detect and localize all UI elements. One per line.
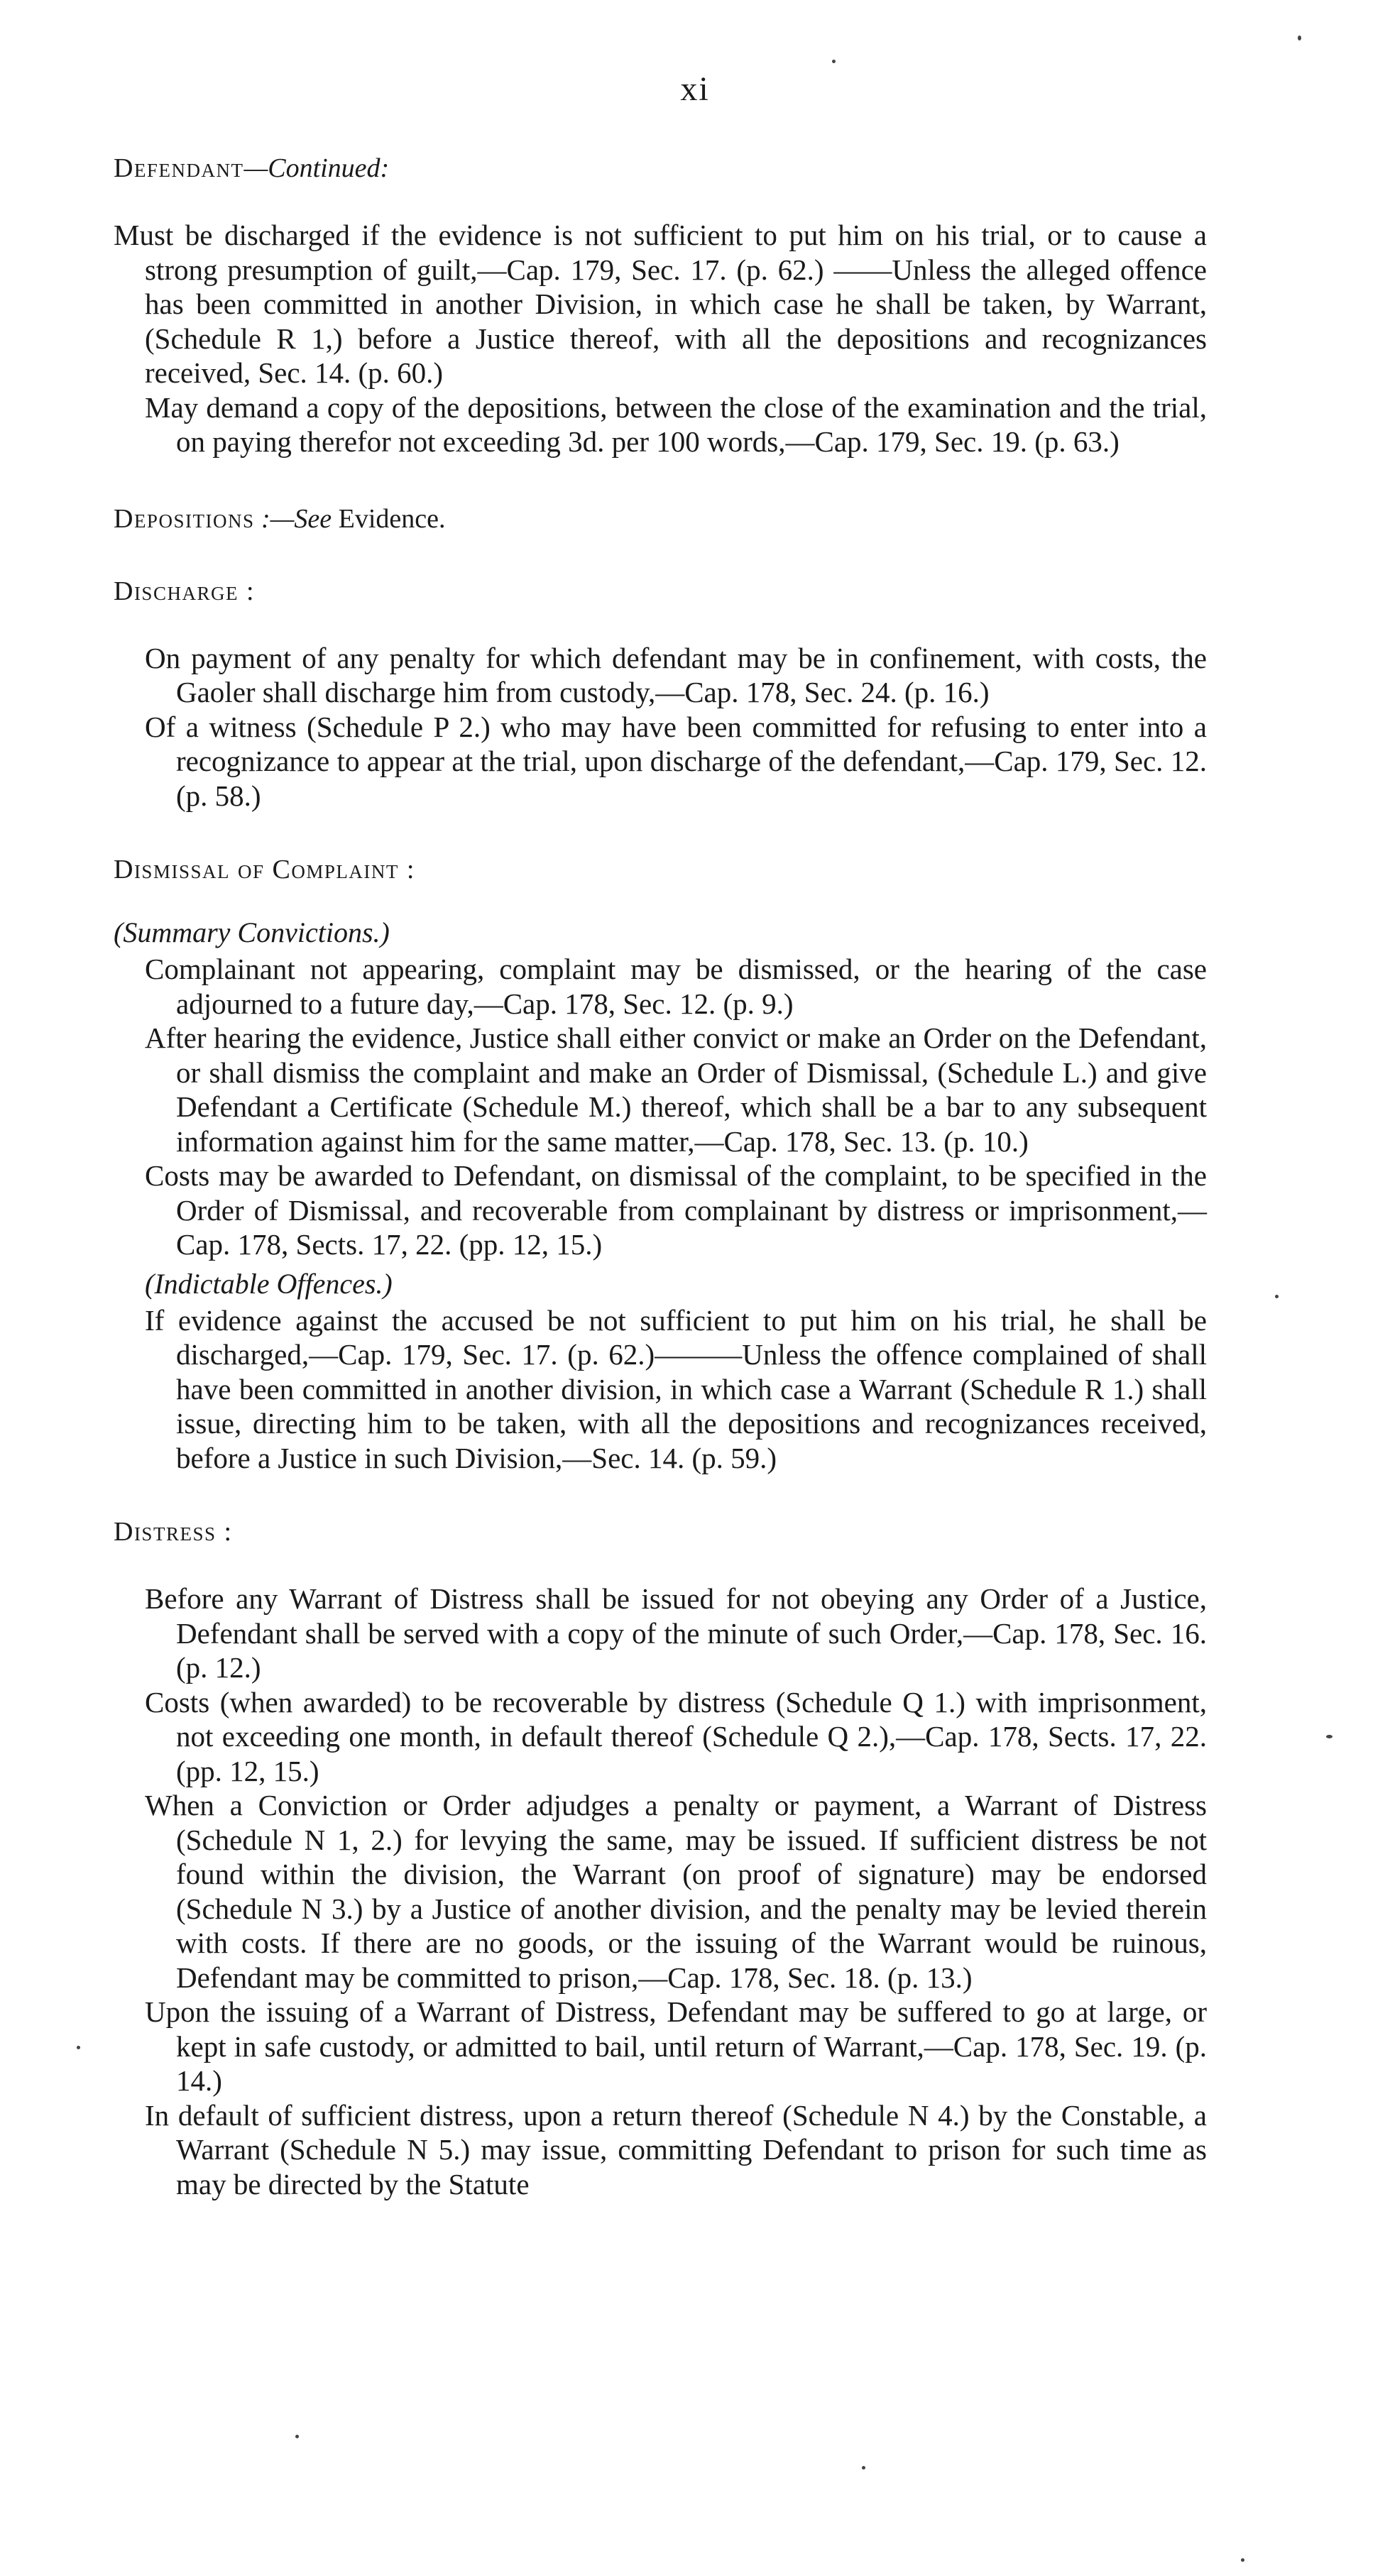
index-entry: Upon the issuing of a Warrant of Distress, Defendant may be suffered to go at large, or kept in safe custody, or admitted to bail, until return of Warrant,—Cap. 178, Sec. 19. (p. 14.) — [145, 1995, 1207, 2097]
subsection-label: (Summary Convictions.) — [114, 916, 390, 948]
page-number: xi — [680, 70, 710, 108]
section-heading — [114, 153, 1207, 184]
section-discharge — [114, 576, 1207, 813]
section-heading: Discharge : — [114, 576, 256, 606]
heading-continued: —Continued: — [243, 153, 390, 183]
section-heading: Dismissal of Complaint : — [114, 855, 415, 884]
subsection-label: (Indictable Offences.) — [145, 1267, 393, 1300]
section-heading — [114, 503, 1207, 535]
index-entry: Costs (when awarded) to be recoverable by distress (Schedule Q 1.) with imprisonment, not exceeding one month, in default thereof (Schedule Q 2.),—Cap. 178, Sects. 17, 22. (pp. 12, 15.) — [145, 1685, 1207, 1787]
scan-speck — [1326, 1735, 1332, 1738]
heading-text: Defendant — [114, 153, 244, 183]
scan-speck — [77, 2046, 80, 2049]
entry-list — [114, 218, 1207, 459]
index-entry: In default of sufficient distress, upon a return thereof (Schedule N 4.) by the Constable, a Warrant (Schedule N 5.) may issue, committing Defendant to prison for such time as may be directed by the Statute — [145, 2098, 1207, 2200]
heading-cross-reference: Evidence. — [332, 503, 446, 534]
section-defendant — [114, 153, 1207, 459]
section-heading: Distress : — [114, 1517, 233, 1547]
index-entry: Must be discharged if the evidence is not sufficient to put him on his trial, or to cause a strong presumption of guilt,—Cap. 179, Sec. 17. (p. 62.) ——Unless the alleged offence has been committed in another Division, in which case he shall be taken, by Warrant, (Schedule R 1,) before a Justice thereof, with all the depositions and recognizances received, Sec. 14. (p. 60.) — [114, 219, 1207, 389]
scan-speck — [1298, 35, 1301, 40]
index-entry: Of a witness (Schedule P 2.) who may have been committed for refusing to enter into a recognizance to appear at the trial, upon discharge of the defendant,—Cap. 179, Sec. 12. (p. 58.) — [145, 710, 1207, 812]
section-depositions — [114, 503, 1207, 535]
index-entry: If evidence against the accused be not sufficient to put him on his trial, he shall be discharged,—Cap. 179, Sec. 17. (p. 62.)———Unless the offence complained of shall have been committed in another division, in which case a Warrant (Schedule R 1.) shall issue, directing him to be taken, with all the depositions and recognizances received, before a Justice in such Division,—Sec. 14. (p. 59.) — [145, 1303, 1207, 1474]
index-entry: On payment of any penalty for which defendant may be in confinement, with costs, the Gaoler shall discharge him from custody,—Cap. 178, Sec. 24. (p. 16.) — [145, 641, 1207, 708]
heading-text: Depositions — [114, 503, 255, 534]
scan-speck — [862, 2466, 865, 2470]
heading-see: :—See — [254, 503, 332, 534]
scan-speck — [1275, 1295, 1279, 1298]
scan-speck — [832, 60, 836, 63]
scan-speck — [1241, 2558, 1244, 2562]
entry-list — [114, 641, 1207, 813]
scan-speck — [295, 2435, 299, 2438]
index-entry: May demand a copy of the depositions, between the close of the examination and the trial, on paying therefor not exceeding 3d. per 100 words,—Cap. 179, Sec. 19. (p. 63.) — [145, 390, 1207, 458]
index-entry: Complainant not appearing, complaint may be dismissed, or the hearing of the case adjourned to a future day,—Cap. 178, Sec. 12. (p. 9.) — [145, 953, 1207, 1020]
index-entry: When a Conviction or Order adjudges a penalty or payment, a Warrant of Distress (Schedule N 1, 2.) for levying the same, may be issued. If sufficient distress be not found within the division, the Warrant (on proof of signature) may be endorsed (Schedule N 3.) by a Justice of another division, and the penalty may be levied therein with costs. If there are no goods, or the issuing of the Warrant would be ruinous, Defendant may be committed to prison,—Cap. 178, Sec. 18. (p. 13.) — [145, 1789, 1207, 1994]
index-entry: After hearing the evidence, Justice shall either convict or make an Order on the Defendant, or shall dismiss the complaint and make an Order of Dismissal, (Schedule L.) and give Defendant a Certificate (Schedule M.) thereof, which shall be a bar to any subsequent information against him for the same matter,—Cap. 178, Sec. 13. (p. 10.) — [145, 1021, 1207, 1158]
entry-list — [114, 952, 1207, 1262]
entry-list — [114, 1582, 1207, 2201]
index-content — [114, 153, 1207, 2242]
section-distress — [114, 1516, 1207, 2201]
entry-list — [114, 1303, 1207, 1476]
index-entry: Before any Warrant of Distress shall be issued for not obeying any Order of a Justice, Defendant shall be served with a copy of the minute of such Order,—Cap. 178, Sec. 16. (p. 12.) — [145, 1582, 1207, 1684]
section-dismissal — [114, 854, 1207, 1475]
index-entry: Costs may be awarded to Defendant, on dismissal of the complaint, to be specified in the Order of Dismissal, and recoverable from complainant by distress or imprisonment,—Cap. 178, Sects. 17, 22. (pp. 12, 15.) — [145, 1159, 1207, 1261]
